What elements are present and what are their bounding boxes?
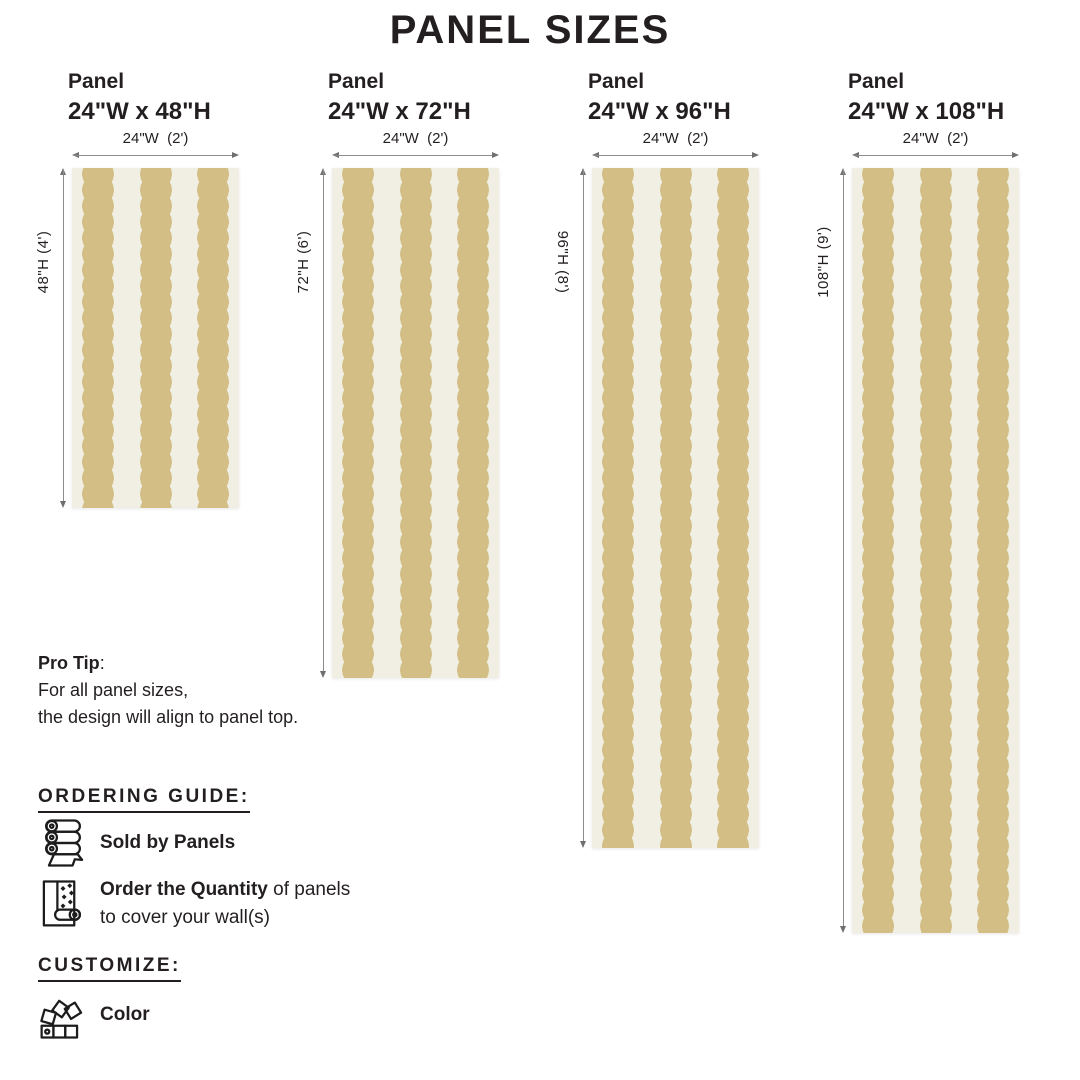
height-dimension-arrow bbox=[577, 168, 590, 848]
pro-tip-line1: For all panel sizes, bbox=[38, 680, 189, 700]
panel-height-label: 48"H (4') bbox=[35, 230, 52, 294]
pattern-stripe bbox=[400, 168, 432, 678]
panel-width-label: 24"W (2') bbox=[902, 130, 969, 147]
width-arrow bbox=[852, 149, 1019, 162]
pro-tip-heading bbox=[38, 650, 298, 677]
panel-width-label: 24"W (2') bbox=[382, 130, 449, 147]
panel-name: Panel bbox=[328, 70, 385, 93]
panel-size-label: 24"W x 48"H bbox=[68, 98, 211, 125]
ordering-guide-item-quantity bbox=[36, 876, 350, 932]
panel-height-label: 72"H (6') bbox=[295, 230, 312, 294]
pattern-stripe bbox=[862, 168, 894, 933]
color-fan-icon bbox=[36, 988, 90, 1042]
height-arrow-line bbox=[583, 170, 584, 846]
height-dimension-arrow bbox=[837, 168, 850, 933]
width-dimension bbox=[72, 130, 239, 162]
panel-heading bbox=[848, 70, 1004, 126]
pattern-stripe bbox=[602, 168, 634, 848]
ordering-guide-item-label bbox=[100, 876, 350, 932]
pro-tip bbox=[38, 650, 298, 731]
panel-swatch bbox=[332, 168, 499, 678]
page-title: PANEL SIZES bbox=[389, 8, 671, 52]
panel-width-label: 24"W (2') bbox=[642, 130, 709, 147]
wallpaper-rolls-icon bbox=[36, 816, 90, 870]
width-arrow-line bbox=[594, 155, 757, 156]
width-dimension bbox=[592, 130, 759, 162]
panel-name: Panel bbox=[588, 70, 645, 93]
pattern-stripe bbox=[197, 168, 229, 508]
pro-tip-line2: the design will align to panel top. bbox=[38, 707, 299, 727]
pattern-stripe bbox=[660, 168, 692, 848]
customize-item-label: Color bbox=[100, 1004, 150, 1025]
pattern-stripe bbox=[457, 168, 489, 678]
panel-heading bbox=[588, 70, 731, 126]
pattern-stripe bbox=[342, 168, 374, 678]
pattern-stripe bbox=[977, 168, 1009, 933]
customize-heading: CUSTOMIZE: bbox=[38, 955, 181, 982]
ordering-guide-heading: ORDERING GUIDE: bbox=[38, 786, 250, 813]
height-arrow-line bbox=[63, 170, 64, 506]
width-arrow bbox=[332, 149, 499, 162]
width-arrow bbox=[72, 149, 239, 162]
height-arrow-line bbox=[323, 170, 324, 676]
panel-name: Panel bbox=[848, 70, 905, 93]
order-quantity-line2: to cover your wall(s) bbox=[100, 907, 270, 928]
panel-swatch bbox=[72, 168, 239, 508]
ordering-guide-item-label bbox=[100, 829, 235, 857]
height-dimension-arrow bbox=[317, 168, 330, 678]
customize-item-color bbox=[36, 988, 150, 1042]
pro-tip-label: Pro Tip bbox=[38, 653, 100, 673]
ordering-guide-section bbox=[38, 786, 250, 813]
panel-swatch bbox=[852, 168, 1019, 933]
width-dimension bbox=[332, 130, 499, 162]
order-quantity-line1 bbox=[100, 879, 350, 900]
pattern-stripe bbox=[717, 168, 749, 848]
width-arrow-line bbox=[334, 155, 497, 156]
panel-heading bbox=[68, 70, 211, 126]
sold-by-panels-text: Sold by Panels bbox=[100, 832, 236, 853]
order-quantity-regular: of panels bbox=[267, 879, 351, 900]
panel-name: Panel bbox=[68, 70, 125, 93]
panel-size-label: 24"W x 108"H bbox=[848, 98, 1005, 125]
panel-size-label: 24"W x 72"H bbox=[328, 98, 471, 125]
pro-tip-colon: : bbox=[99, 653, 105, 673]
width-arrow bbox=[592, 149, 759, 162]
customize-section bbox=[38, 955, 181, 982]
panel-height-label: 108"H (9') bbox=[815, 226, 832, 298]
pattern-stripe bbox=[82, 168, 114, 508]
pattern-stripe bbox=[140, 168, 172, 508]
width-arrow-line bbox=[854, 155, 1017, 156]
pattern-stripe bbox=[920, 168, 952, 933]
panel-width-label: 24"W (2') bbox=[122, 130, 189, 147]
order-quantity-bold: Order the Quantity bbox=[100, 879, 268, 900]
width-dimension bbox=[852, 130, 1019, 162]
height-dimension-arrow bbox=[57, 168, 70, 508]
height-arrow-line bbox=[843, 170, 844, 931]
panel-swatch bbox=[592, 168, 759, 848]
panel-heading bbox=[328, 70, 471, 126]
ordering-guide-item-sold bbox=[36, 816, 235, 870]
wallpaper-quantity-icon bbox=[36, 877, 90, 931]
width-arrow-line bbox=[74, 155, 237, 156]
panel-size-label: 24"W x 96"H bbox=[588, 98, 731, 125]
panel-height-label: 96"H (8') bbox=[554, 230, 571, 294]
